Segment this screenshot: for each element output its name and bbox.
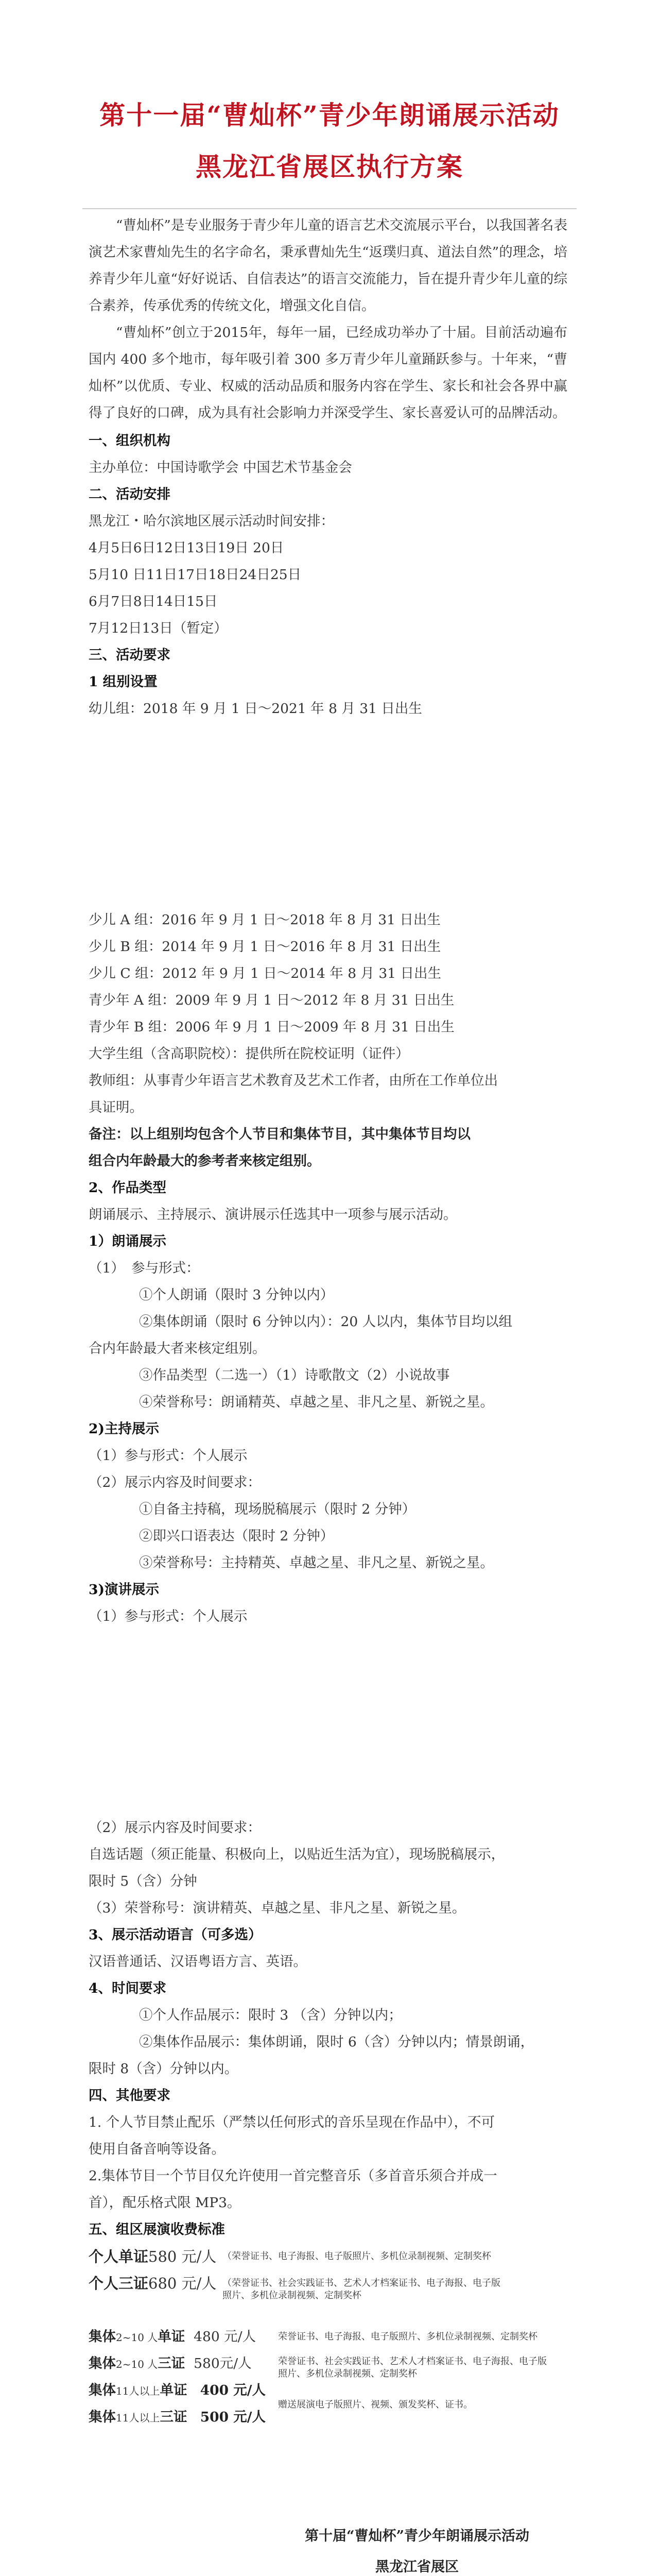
recite-form: （1） 参与形式： (89, 1260, 200, 1276)
fee-label: 个人三证 (89, 2275, 149, 2292)
host-heading: 2)主持展示 (89, 1421, 159, 1437)
fee-tag: 三证 (160, 2409, 187, 2425)
signature-line-2: 黑龙江省展区 (375, 2559, 459, 2575)
group-kindergarten: 幼儿组：2018 年 9 月 1 日～2021 年 8 月 31 日出生 (89, 701, 422, 717)
group-teacher-line-2: 具证明。 (89, 1099, 143, 1115)
recite-group-line-2: 合内年龄最大者来核定组别。 (89, 1341, 266, 1357)
fee-price: 580元/人 (194, 2355, 252, 2371)
group-youth-b: 青少年 B 组：2006 年 9 月 1 日～2009 年 8 月 31 日出生 (89, 1019, 455, 1035)
time-group-line-2: 限时 8（含）分钟以内。 (89, 2061, 238, 2077)
section-3-heading: 三、活动要求 (89, 647, 170, 663)
fee-label: 个人单证 (89, 2248, 149, 2265)
fee-label: 集体 (89, 2409, 116, 2425)
group-college: 大学生组（含高职院校）：提供所在院校证明（证件） (89, 1046, 409, 1062)
title-line-2: 黑龙江省展区执行方案 (196, 151, 463, 182)
other-item-2-line-1: 2.集体节目一个节目仅允许使用一首完整音乐（多首音乐须合并成一 (89, 2168, 497, 2184)
fee-label: 集体 (89, 2355, 116, 2371)
fee-note: （荣誉证书、社会实践证书、艺术人才档案证书、电子海报、电子版 (222, 2278, 500, 2289)
fee-range: 2~10 人 (116, 2331, 158, 2344)
fee-price: 480 元/人 (194, 2329, 256, 2345)
group-setting-heading: 1 组别设置 (89, 674, 158, 690)
host-form: （1）参与形式：个人展示 (89, 1448, 248, 1464)
language-heading: 3、展示活动语言（可多选） (89, 1927, 262, 1943)
group-note-line-2: 组合内年龄最大的参考者来核定组别。 (89, 1153, 321, 1169)
group-youth-a: 青少年 A 组：2009 年 9 月 1 日～2012 年 8 月 31 日出生 (89, 992, 455, 1008)
schedule-july: 7月12日13日（暂定） (89, 620, 228, 636)
recite-honor: ④荣誉称号：朗诵精英、卓越之星、非凡之星、新锐之星。 (139, 1394, 494, 1410)
title-divider (82, 208, 577, 209)
fee-price: 680 元/人 (148, 2275, 217, 2292)
fee-note-2: 照片、多机位录制视频、定制奖杯 (278, 2368, 417, 2379)
group-child-c: 少儿 C 组：2012 年 9 月 1 日～2014 年 8 月 31 日出生 (89, 965, 442, 981)
title-line-1: 第十一届“曹灿杯”青少年朗诵展示活动 (99, 100, 560, 130)
fee-range: 2~10 人 (116, 2358, 158, 2370)
speech-topic-line-1: 自选话题（须正能量、积极向上，以贴近生活为宜），现场脱稿展示， (89, 1846, 505, 1862)
recite-works: ③作品类型（二选一）（1）诗歌散文（2）小说故事 (139, 1367, 450, 1383)
schedule-region: 黑龙江・哈尔滨地区展示活动时间安排： (89, 513, 334, 529)
other-item-1-line-2: 使用自备音响等设备。 (89, 2141, 225, 2157)
fee-note: 荣誉证书、电子海报、电子版照片、多机位录制视频、定制奖杯 (278, 2331, 537, 2342)
fee-price: 500 元/人 (200, 2409, 266, 2425)
recite-heading: 1）朗诵展示 (89, 1233, 166, 1249)
group-child-a: 少儿 A 组：2016 年 9 月 1 日～2018 年 8 月 31 日出生 (89, 912, 441, 928)
other-item-1-line-1: 1. 个人节目禁止配乐（严禁以任何形式的音乐呈现在作品中），不可 (89, 2114, 495, 2130)
works-type-desc: 朗诵展示、主持展示、演讲展示任选其中一项参与展示活动。 (89, 1207, 457, 1223)
language-list: 汉语普通话、汉语粤语方言、英语。 (89, 1954, 307, 1970)
time-heading: 4、时间要求 (89, 1980, 166, 1996)
fee-tag: 单证 (158, 2329, 185, 2345)
fee-tag: 三证 (158, 2355, 185, 2371)
time-group-line-1: ②集体作品展示：集体朗诵，限时 6（含）分钟以内；情景朗诵， (139, 2034, 534, 2050)
speech-honor: （3）荣誉称号：演讲精英、卓越之星、非凡之星、新锐之星。 (89, 1900, 466, 1916)
section-4-heading: 四、其他要求 (89, 2088, 170, 2104)
schedule-april: 4月5日6日12日13日19日 20日 (89, 540, 284, 556)
fee-label: 集体 (89, 2382, 116, 2398)
fee-price: 400 元/人 (200, 2382, 266, 2398)
section-5-heading: 五、组区展演收费标准 (89, 2222, 225, 2238)
group-teacher-line-1: 教师组：从事青少年语言艺术教育及艺术工作者，由所在工作单位出 (89, 1073, 498, 1089)
schedule-may: 5月10 日11日17日18日24日25日 (89, 567, 302, 583)
recite-individual: ①个人朗诵（限时 3 分钟以内） (139, 1287, 334, 1303)
speech-topic-line-2: 限时 5（含）分钟 (89, 1873, 197, 1889)
host-item-1: ①自备主持稿，现场脱稿展示（限时 2 分钟） (139, 1501, 416, 1517)
fee-price: 580 元/人 (148, 2248, 217, 2265)
section-1-heading: 一、组织机构 (89, 433, 170, 449)
intro-paragraph-2: “曹灿杯”创立于2015年，每年一届，已经成功举办了十届。目前活动遍布国内 400 多个地市，每年吸引着 300 多万青少年儿童踊跃参与。十年来，“曹灿杯”以优质、专业、权威的活动品质和服务内容在学生、家长和社会各界中赢得了良好的口碑，成为具有社会影响力并深受学生、家长喜爱认可的品牌活动。 (89, 325, 567, 421)
fee-label: 集体 (89, 2329, 116, 2345)
host-item-2: ②即兴口语表达（限时 2 分钟） (139, 1528, 334, 1544)
host-honor: ③荣誉称号：主持精英、卓越之星、非凡之星、新锐之星。 (139, 1555, 494, 1571)
schedule-june: 6月7日8日14日15日 (89, 594, 218, 609)
fee-range: 11人以上 (116, 2412, 160, 2424)
fee-range: 11人以上 (116, 2385, 160, 2397)
intro-paragraph-1: “曹灿杯”是专业服务于青少年儿童的语言艺术交流展示平台，以我国著名表演艺术家曹灿先生的名字命名，秉承曹灿先生“返璞归真、道法自然”的理念，培养青少年儿童“好好说话、自信表达”的语言交流能力，旨在提升青少年儿童的综合素养，传承优秀的传统文化，增强文化自信。 (89, 217, 567, 314)
organizer-line: 主办单位：中国诗歌学会 中国艺术节基金会 (89, 460, 352, 476)
group-child-b: 少儿 B 组：2014 年 9 月 1 日～2016 年 8 月 31 日出生 (89, 939, 441, 955)
recite-group-line-1: ②集体朗诵（限时 6 分钟以内）：20 人以内，集体节目均以组 (139, 1314, 513, 1330)
fee-tag: 单证 (160, 2382, 187, 2398)
fee-note: 荣誉证书、社会实践证书、艺术人才档案证书、电子海报、电子版 (278, 2356, 547, 2367)
speech-heading: 3)演讲展示 (89, 1582, 159, 1598)
other-item-2-line-2: 首），配乐格式限 MP3。 (89, 2195, 241, 2211)
group-note-line-1: 备注：以上组别均包含个人节目和集体节目，其中集体节目均以 (89, 1126, 471, 1142)
host-content: （2）展示内容及时间要求： (89, 1475, 261, 1490)
section-2-heading: 二、活动安排 (89, 486, 170, 502)
works-type-heading: 2、作品类型 (89, 1180, 166, 1196)
fee-note: 赠送展演电子版照片、视频、颁发奖杯、证书。 (278, 2399, 473, 2410)
signature-line-1: 第十届“曹灿杯”青少年朗诵展示活动 (304, 2528, 530, 2544)
fee-note: （荣誉证书、电子海报、电子版照片、多机位录制视频、定制奖杯 (222, 2251, 491, 2262)
fee-note-2: 照片、多机位录制视频、定制奖杯 (222, 2290, 361, 2301)
speech-form: （1）参与形式：个人展示 (89, 1608, 248, 1624)
time-individual: ①个人作品展示：限时 3 （含）分钟以内； (139, 2007, 402, 2023)
speech-content: （2）展示内容及时间要求： (89, 1820, 261, 1836)
